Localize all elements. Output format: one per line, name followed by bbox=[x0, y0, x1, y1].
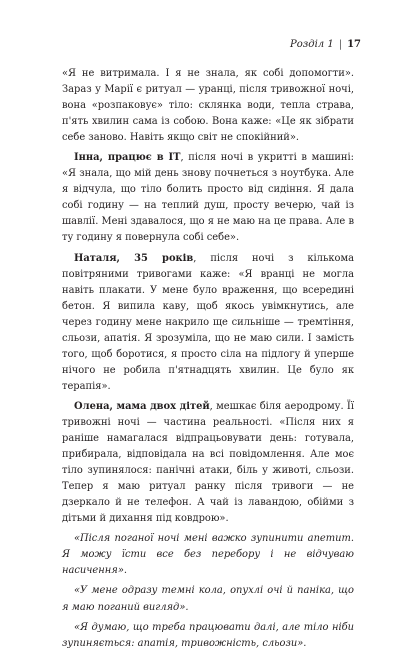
paragraph-maria bbox=[62, 66, 354, 146]
paragraph-text: , після ночі в укритті в машині: «Я знала, що мій день знову почнеться з ноутбука. Але я відчула, що тіло болить просто від сидіння. Я дала собі годину — на теплий душ, просту вечерю, чай із шавлії. Мені здавалося, що я не маю на це права. Але в ту годину я повернула собі себе». bbox=[62, 152, 354, 244]
paragraph-text: , мешкає біля аеродрому. Її тривожні ночі — частина реальності. «Після них я раніше намагалася відпрацьовувати день: готувала, прибирала, відповідала на всі повідомлення. Але моє тіло зупинялося: панічні атаки, біль у животі, сльози. Тепер я маю ритуал ранку після тривоги — не дзеркало й не телефон. А чай із лавандою, обійми з дітьми й дихання під ковдрою». bbox=[62, 400, 354, 525]
paragraph-natalia bbox=[62, 251, 354, 395]
chapter-title: Розділ 1 bbox=[290, 39, 334, 50]
quote-text: «У мене одразу темні кола, опухлі очі й паніка, що я маю поганий вигляд». bbox=[62, 585, 354, 613]
paragraph-inna bbox=[62, 150, 354, 246]
paragraph-text: , після ночі з кількома повітряними тривогами каже: «Я вранці не могла навіть плакати. У мене було враження, що всередині бетон. Я випила каву, щоб якось увімкнутись, але через годину мене накрило ще сильніше — тремтіння, сльози, апатія. Я зрозуміла, що не маю сили. І замість того, щоб боротися, я просто сіла на підлогу й уперше нічого не робила п'ятнадцять хвилин. Це було як терапія». bbox=[62, 252, 355, 392]
header-separator: | bbox=[338, 39, 343, 50]
paragraph-olena bbox=[62, 399, 354, 527]
body-text bbox=[62, 66, 354, 656]
paragraph-lead: Інна, працює в ІТ bbox=[74, 152, 181, 164]
quote-work bbox=[62, 620, 354, 652]
page-number: 17 bbox=[347, 39, 361, 50]
quote-text: «Я думаю, що треба працювати далі, але тіло ніби зупиняється: апатія, тривожність, сльози». bbox=[62, 621, 354, 649]
running-head bbox=[290, 39, 361, 51]
quote-appetite bbox=[62, 531, 354, 579]
paragraph-lead: Олена, мама двох дітей bbox=[74, 400, 210, 412]
paragraph-text: «Я не витримала. І я не знала, як собі допомогти». Зараз у Марії є ритуал — уранці, після тривожної ночі, вона «розпаковує» тіло: склянка води, тепла страва, п'ять хвилин сама із собою. Вона каже: «Це як зібрати себе заново. Навіть якщо світ не спокійний». bbox=[62, 68, 354, 144]
paragraph-lead: Наталя, 35 років bbox=[74, 252, 194, 264]
quote-text: «Після поганої ночі мені важко зупинити апетит. Я можу їсти все без перебору і не відчуваю насичення». bbox=[62, 533, 354, 577]
